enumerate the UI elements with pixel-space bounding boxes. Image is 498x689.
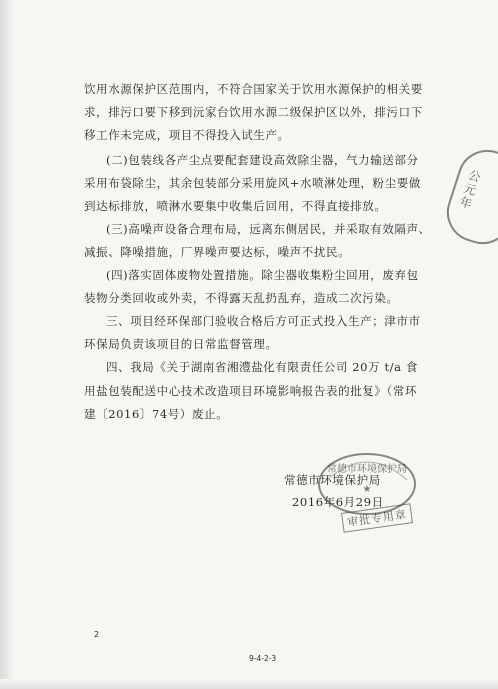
page-number: 2: [94, 630, 100, 639]
body-line: (二)包装线各产尘点要配套建设高效除尘器，气力输送部分: [106, 153, 419, 167]
scan-edge: [0, 0, 14, 689]
body-line: (三)高噪声设备合理布局，远离东侧居民，并采取有效隔声、: [106, 222, 431, 236]
signature-date: 2016年6月29日: [292, 495, 384, 509]
body-line: 用盐包装配送中心技术改造项目环境影响报告表的批复》（常环: [84, 384, 418, 398]
body-line: 采用布袋除尘，其余包装部分采用旋风+水喷淋处理，粉尘要做: [84, 176, 421, 190]
scan-edge-bottom: [0, 679, 498, 689]
signature-org: 常德市环境保护局: [284, 473, 381, 487]
body-line: 饮用水源保护区范围内，不符合国家关于饮用水源保护的相关要: [84, 82, 423, 96]
body-line: (四)落实固体废物处置措施。除尘器收集粉尘回用，废弃包: [106, 268, 419, 282]
body-line: 装物分类回收或外卖，不得露天乱扔乱弃，造成二次污染。: [84, 291, 399, 305]
body-line: 移工作未完成，项目不得投入试生产。: [84, 128, 290, 142]
side-seal: [439, 142, 498, 252]
body-line: 到达标排放，喷淋水要集中收集后回用，不得直接排放。: [84, 199, 387, 213]
body-line: 三、项目经环保部门验收合格后方可正式投入生产；津市市: [106, 314, 421, 328]
body-line: 建〔2016〕74号）废止。: [84, 407, 229, 421]
body-line: 四、我局《关于湖南省湘澧盐化有限责任公司 20万 t/a 食: [106, 360, 418, 374]
body-line: 求，排污口要下移到沅家台饮用水源二级保护区以外，排污口下: [84, 105, 423, 119]
stamp-label: 审批专用章: [341, 503, 413, 533]
footer-code: 9-4-2-3: [249, 654, 277, 663]
body-line: 减振、降噪措施，厂界噪声要达标，噪声不扰民。: [84, 245, 351, 259]
side-seal-text: 公元年: [456, 167, 483, 212]
stamp-text: 常德市环境保护局: [327, 464, 407, 475]
svg-text:★: ★: [362, 484, 372, 495]
body-line: 环保局负责该项目的日常监督管理。: [84, 337, 278, 351]
